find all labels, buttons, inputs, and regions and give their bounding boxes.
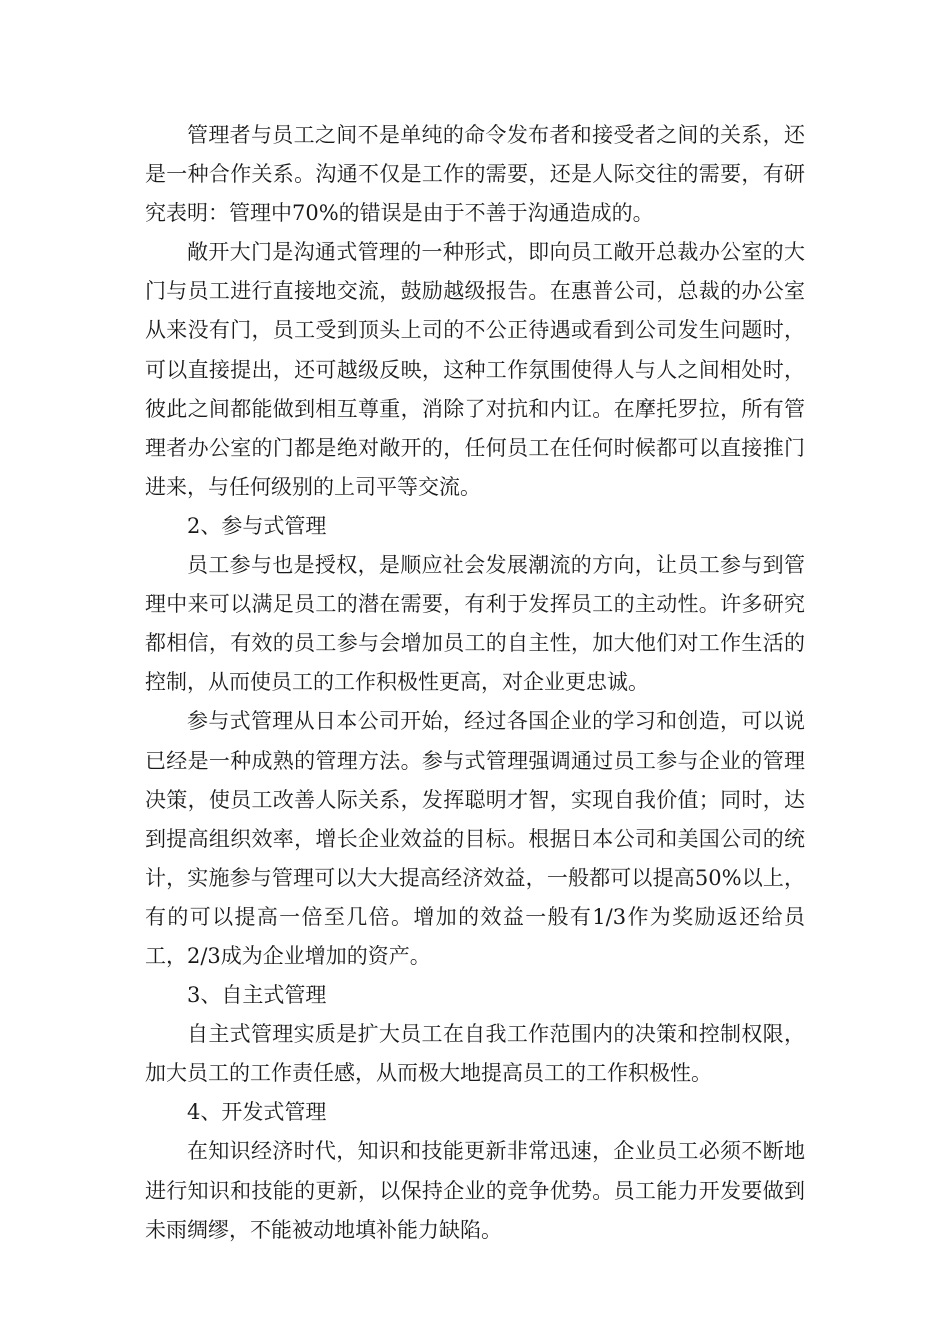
- paragraph-participative-origin: 参与式管理从日本公司开始，经过各国企业的学习和创造，可以说已经是一种成熟的管理方法。参与式管理强调通过员工参与企业的管理决策，使员工改善人际关系，发挥聪明才智，实现自我价值；同时，达到提高组织效率，增长企业效益的目标。根据日本公司和美国公司的统计，实施参与管理可以大大提高经济效益，一般都可以提高50%以上，有的可以提高一倍至几倍。增加的效益一般有1/3作为奖励返还给员工，2/3成为企业增加的资产。: [145, 709, 805, 968]
- document-body: [145, 116, 805, 1250]
- heading-developmental-management: 4、开发式管理: [187, 1100, 327, 1125]
- paragraph-autonomous-management: 自主式管理实质是扩大员工在自我工作范围内的决策和控制权限，加大员工的工作责任感，从而极大地提高员工的工作积极性。: [145, 1022, 805, 1086]
- paragraph-communication-relationship: 管理者与员工之间不是单纯的命令发布者和接受者之间的关系，还是一种合作关系。沟通不仅是工作的需要，还是人际交往的需要，有研究表明：管理中70%的错误是由于不善于沟通造成的。: [145, 123, 805, 226]
- paragraph-open-door: 敞开大门是沟通式管理的一种形式，即向员工敞开总裁办公室的大门与员工进行直接地交流，鼓励越级报告。在惠普公司，总裁的办公室从来没有门，员工受到顶头上司的不公正待遇或看到公司发生问题时，可以直接提出，还可越级反映，这种工作氛围使得人与人之间相处时，彼此之间都能做到相互尊重，消除了对抗和内讧。在摩托罗拉，所有管理者办公室的门都是绝对敞开的，任何员工在任何时候都可以直接推门进来，与任何级别的上司平等交流。: [145, 240, 805, 499]
- paragraph-developmental-management: 在知识经济时代，知识和技能更新非常迅速，企业员工必须不断地进行知识和技能的更新，以保持企业的竞争优势。员工能力开发要做到未雨绸缪，不能被动地填补能力缺陷。: [145, 1139, 805, 1242]
- heading-participative-management: 2、参与式管理: [187, 513, 327, 538]
- paragraph-employee-participation: 员工参与也是授权，是顺应社会发展潮流的方向，让员工参与到管理中来可以满足员工的潜在需要，有利于发挥员工的主动性。许多研究都相信，有效的员工参与会增加员工的自主性，加大他们对工作生活的控制，从而使员工的工作积极性更高，对企业更忠诚。: [145, 553, 805, 695]
- heading-autonomous-management: 3、自主式管理: [187, 983, 327, 1008]
